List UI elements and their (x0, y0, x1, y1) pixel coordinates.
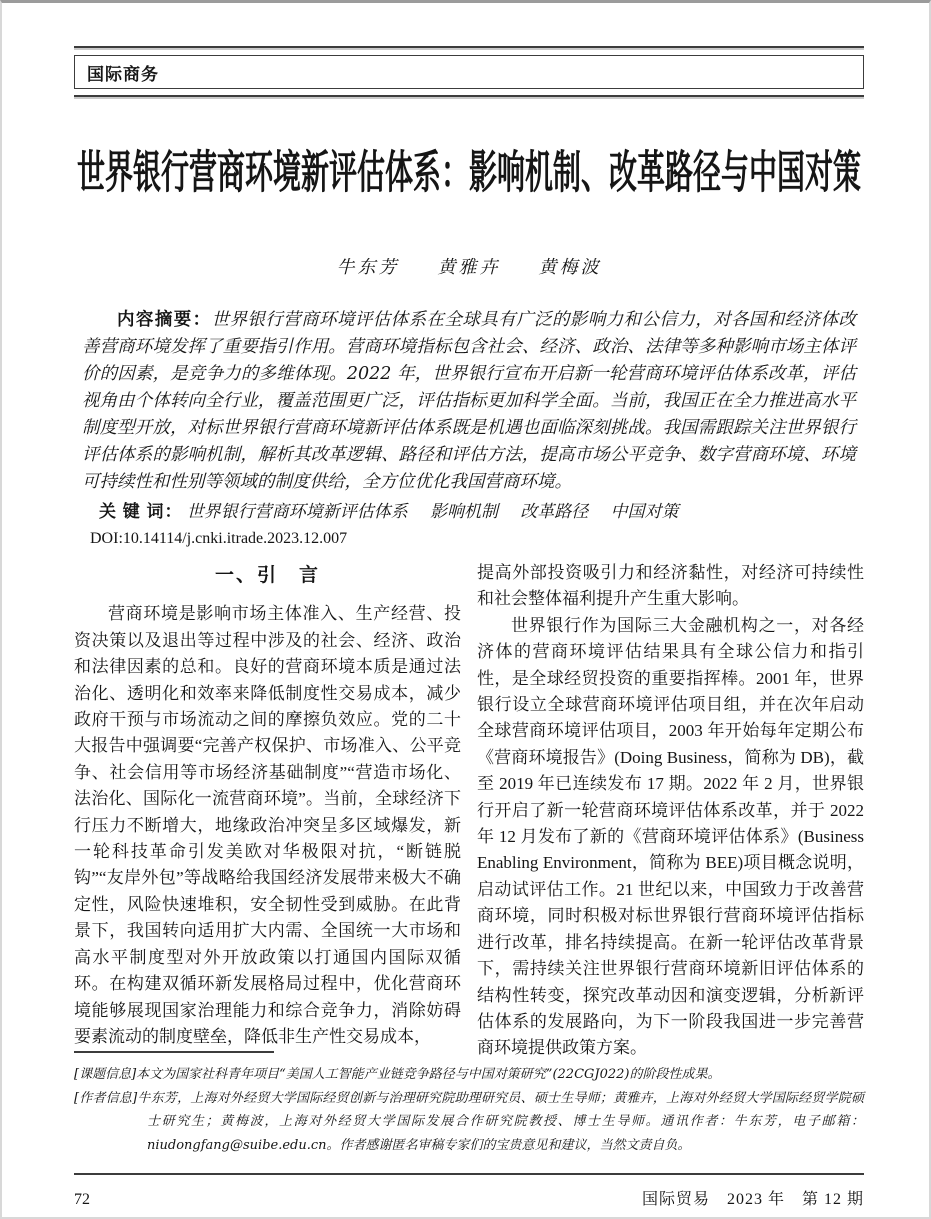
keywords-line (82, 498, 856, 526)
paragraph: 世界银行作为国际三大金融机构之一，对各经济体的营商环境评估结果具有全球公信力和指引性，是全球经贸投资的重要指挥棒。2001 年，世界银行设立全球营商环境评估项目组，并在次年启动全球营商环境评估项目，2003 年开始每年定期公布《营商环境报告》(Doing Business，简称为 DB)，截至 2019 年已连续发布 17 期。2022 年 2 月，世界银行开启了新一轮营商环境评估体系改革，并于 2022 年 12 月发布了新的《营商环境评估体系》(Business Enabling Environment，简称为 BEE)项目概念说明，启动试评估工作。21 世纪以来，中国致力于改善营商环境，同时积极对标世界银行营商环境评估指标进行改革，排名持续提高。在新一轮评估改革背景下，需持续关注世界银行营商环境新旧评估体系的结构性转变，探究改革动因和演变逻辑，分析新评估体系的发展路向，为下一阶段我国进一步完善营商环境提供政策方案。 (477, 615, 864, 1058)
footnote-text: 本文为国家社科青年项目“美国人工智能产业链竞争路径与中国对策研究”(22CGJ022)的阶段性成果。 (136, 1067, 721, 1082)
header-rule-bottom (74, 95, 864, 97)
footnote-label: [课题信息] (74, 1067, 137, 1082)
abstract-block (74, 306, 864, 548)
paragraph: 提高外部投资吸引力和经济黏性，对经济可持续性和社会整体福利提升产生重大影响。 (477, 563, 864, 609)
header-rule-top (74, 46, 864, 48)
article-body (74, 560, 864, 1062)
author-name: 牛东芳 (336, 257, 400, 278)
abstract (82, 306, 856, 496)
abstract-label: 内容摘要： (117, 309, 212, 329)
page-footer (74, 1173, 864, 1209)
section-label: 国际商务 (87, 64, 159, 84)
footnote-block (74, 1051, 864, 1157)
keyword-item: 世界银行营商环境新评估体系 (186, 502, 408, 522)
article-title: 世界银行营商环境新评估体系：影响机制、改革路径与中国对策 (76, 149, 861, 199)
doi: DOI:10.14114/j.cnki.itrade.2023.12.007 (90, 530, 348, 547)
keywords-label: 关 键 词： (99, 502, 183, 521)
author-name: 黄雅卉 (437, 257, 501, 278)
section-label-box (74, 55, 864, 89)
keyword-item: 改革路径 (520, 502, 589, 522)
body-right-column (477, 560, 864, 1062)
footnote (74, 1087, 864, 1158)
footnote-text: 牛东芳，上海对外经贸大学国际经贸创新与治理研究院助理研究员、硕士生导师；黄雅卉，上海对外经贸大学国际经贸学院硕士研究生；黄梅波，上海对外经贸大学国际发展合作研究院教授、博士生导师。通讯作者：牛东芳，电子邮箱：niudongfang@suibe.edu.cn。作者感谢匿名审稿专家们的宝贵意见和建议，当然文责自负。 (137, 1090, 864, 1153)
abstract-text: 世界银行营商环境评估体系在全球具有广泛的影响力和公信力，对各国和经济体改善营商环境发挥了重要指引作用。营商环境指标包含社会、经济、政治、法律等多种影响市场主体评价的因素，是竞争力的多维体现。2022 年，世界银行宣布开启新一轮营商环境评估体系改革，评估视角由个体转向全行业，覆盖范围更广泛，评估指标更加科学全面。当前，我国正在全力推进高水平制度型开放，对标世界银行营商环境新评估体系既是机遇也面临深刻挑战。我国需跟踪关注世界银行评估体系的影响机制，解析其改革逻辑、路径和评估方法，提高市场公平竞争、数字营商环境、环境可持续性和性别等领域的制度供给，全方位优化我国营商环境。 (82, 310, 856, 492)
section-heading: 一、引 言 (214, 565, 320, 586)
journal-info: 国际贸易 2023 年 第 12 期 (641, 1191, 864, 1208)
footnote (74, 1063, 864, 1087)
footnote-label: [作者信息] (74, 1090, 138, 1106)
footer-divider (74, 1173, 864, 1175)
keyword-item: 中国对策 (610, 502, 679, 522)
paragraph: 营商环境是影响市场主体准入、生产经营、投资决策以及退出等过程中涉及的社会、经济、政治和法律因素的总和。良好的营商环境本质是通过法治化、透明化和效率来降低制度性交易成本，减少政府干预与市场流动之间的摩擦负效应。党的二十大报告中强调要“完善产权保护、市场准入、公平竞争、社会信用等市场经济基础制度”“营造市场化、法治化、国际化一流营商环境”。当前，全球经济下行压力不断增大，地缘政治冲突呈多区域爆发，新一轮科技革命引发美欧对华极限对抗，“断链脱钩”“友岸外包”等战略给我国经济发展带来极大不确定性，风险快速堆积，安全韧性受到威胁。在此背景下，我国转向适用扩大内需、全国统一大市场和高水平制度型对外开放政策以打通国内国际双循环。在构建双循环新发展格局过程中，优化营商环境能够展现国家治理能力和综合竞争力，消除妨碍要素流动的制度壁垒，降低非生产性交易成本， (74, 604, 461, 1046)
author-name: 黄梅波 (538, 257, 602, 278)
page-header (74, 46, 864, 97)
page-number: 72 (74, 1191, 90, 1208)
footer-row (74, 1186, 864, 1209)
author-list (74, 253, 864, 279)
footnote-divider (74, 1051, 274, 1053)
keyword-item: 影响机制 (429, 502, 498, 522)
body-left-column (74, 560, 461, 1062)
